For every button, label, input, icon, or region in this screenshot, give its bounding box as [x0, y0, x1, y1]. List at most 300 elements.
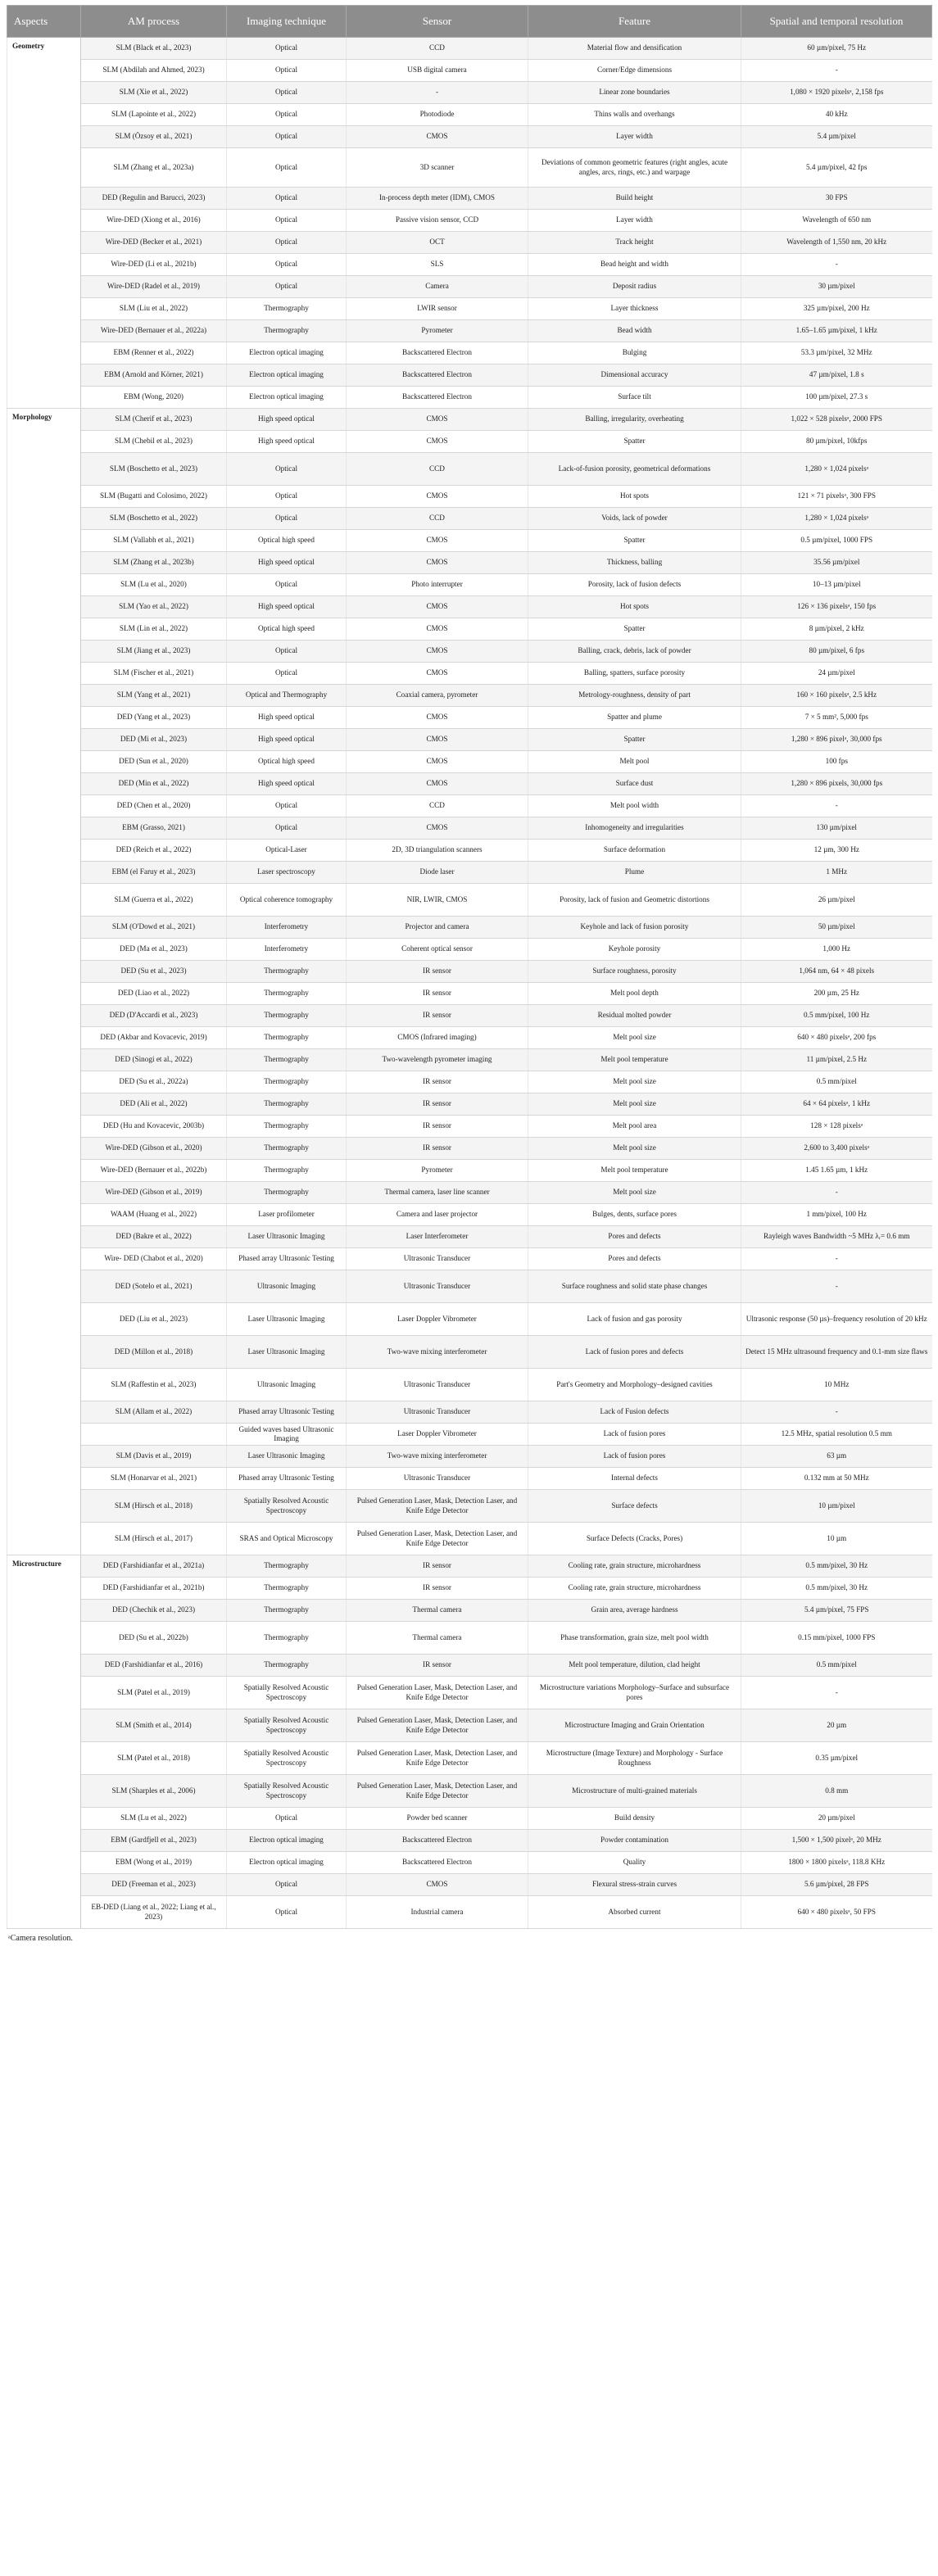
resolution-cell: 40 kHz [741, 104, 932, 126]
feature-cell: Surface roughness, porosity [528, 961, 741, 983]
process-cell: DED (Min et al., 2022) [81, 773, 227, 795]
sensor-cell: Ultrasonic Transducer [347, 1468, 528, 1490]
technique-cell: Ultrasonic Imaging [227, 1270, 347, 1303]
technique-cell: Optical-Laser [227, 840, 347, 862]
feature-cell: Melt pool size [528, 1182, 741, 1204]
process-cell: WAAM (Huang et al., 2022) [81, 1204, 227, 1226]
technique-cell: Optical and Thermography [227, 685, 347, 707]
feature-cell: Part's Geometry and Morphology–designed cavities [528, 1369, 741, 1401]
resolution-cell: 121 × 71 pixelsᵃ, 300 FPS [741, 486, 932, 508]
sensor-cell: CMOS [347, 431, 528, 453]
resolution-cell: - [741, 1182, 932, 1204]
feature-cell: Quality [528, 1852, 741, 1874]
process-cell: SLM (Zhang et al., 2023b) [81, 552, 227, 574]
feature-cell: Keyhole and lack of fusion porosity [528, 917, 741, 939]
technique-cell: Optical [227, 486, 347, 508]
process-cell: SLM (Guerra et al., 2022) [81, 884, 227, 917]
feature-cell: Layer width [528, 126, 741, 148]
feature-cell: Melt pool size [528, 1138, 741, 1160]
sensor-cell: Photo interrupter [347, 574, 528, 596]
sensor-cell: IR sensor [347, 1093, 528, 1116]
technique-cell: Thermography [227, 1160, 347, 1182]
technique-cell: Laser Ultrasonic Imaging [227, 1446, 347, 1468]
resolution-cell: Wavelength of 650 nm [741, 210, 932, 232]
sensor-cell: LWIR sensor [347, 298, 528, 320]
technique-cell: Thermography [227, 320, 347, 342]
resolution-cell: - [741, 60, 932, 82]
feature-cell: Microstructure (Image Texture) and Morphology - Surface Roughness [528, 1742, 741, 1775]
sensor-cell: CCD [347, 38, 528, 60]
feature-cell: Hot spots [528, 486, 741, 508]
resolution-cell: 30 FPS [741, 188, 932, 210]
process-cell: EBM (Arnold and Körner, 2021) [81, 364, 227, 387]
sensor-cell: Diode laser [347, 862, 528, 884]
technique-cell: Optical coherence tomography [227, 884, 347, 917]
technique-cell: High speed optical [227, 729, 347, 751]
table-row [7, 1093, 932, 1116]
table-row [7, 1622, 932, 1655]
process-cell: SLM (Lu et al., 2022) [81, 1808, 227, 1830]
table-row [7, 148, 932, 188]
resolution-cell: 1,280 × 1,024 pixelsᵃ [741, 453, 932, 486]
process-cell: SLM (Yao et al., 2022) [81, 596, 227, 618]
sensor-cell: CCD [347, 795, 528, 817]
table-row [7, 1226, 932, 1248]
feature-cell: Flexural stress-strain curves [528, 1874, 741, 1896]
resolution-cell: 10 µm/pixel [741, 1490, 932, 1523]
technique-cell: Optical high speed [227, 618, 347, 641]
technique-cell: Optical [227, 574, 347, 596]
technique-cell: Spatially Resolved Acoustic Spectroscopy [227, 1775, 347, 1808]
table-row [7, 939, 932, 961]
technique-cell: Optical [227, 641, 347, 663]
table-row [7, 1424, 932, 1446]
table-row [7, 1874, 932, 1896]
technique-cell: Optical [227, 60, 347, 82]
resolution-cell: 126 × 136 pixelsᵃ, 150 fps [741, 596, 932, 618]
technique-cell: Electron optical imaging [227, 1852, 347, 1874]
technique-cell: Thermography [227, 1182, 347, 1204]
process-cell: DED (Su et al., 2023) [81, 961, 227, 983]
process-cell: DED (Farshidianfar et al., 2016) [81, 1655, 227, 1677]
process-cell: SLM (Honarvar et al., 2021) [81, 1468, 227, 1490]
technique-cell: Laser Ultrasonic Imaging [227, 1303, 347, 1336]
technique-cell: Ultrasonic Imaging [227, 1369, 347, 1401]
resolution-cell: - [741, 1401, 932, 1424]
technique-cell: Spatially Resolved Acoustic Spectroscopy [227, 1742, 347, 1775]
sensor-cell: CCD [347, 508, 528, 530]
feature-cell: Lack of fusion and gas porosity [528, 1303, 741, 1336]
process-cell: SLM (Vallabh et al., 2021) [81, 530, 227, 552]
resolution-cell: 10 MHz [741, 1369, 932, 1401]
resolution-cell: 0.5 mm/pixel, 30 Hz [741, 1555, 932, 1578]
feature-cell: Layer thickness [528, 298, 741, 320]
sensor-cell: IR sensor [347, 1005, 528, 1027]
technique-cell: High speed optical [227, 409, 347, 431]
sensor-cell: Camera [347, 276, 528, 298]
feature-cell: Absorbed current [528, 1896, 741, 1929]
feature-cell: Corner/Edge dimensions [528, 60, 741, 82]
process-cell: SLM (Patel et al., 2019) [81, 1677, 227, 1709]
resolution-cell: 0.8 mm [741, 1775, 932, 1808]
table-row [7, 431, 932, 453]
sensor-cell: Thermal camera [347, 1600, 528, 1622]
feature-cell: Pores and defects [528, 1248, 741, 1270]
process-cell: EBM (Wong, 2020) [81, 387, 227, 409]
process-cell: SLM (O'Dowd et al., 2021) [81, 917, 227, 939]
feature-cell: Powder contamination [528, 1830, 741, 1852]
table-body [7, 38, 932, 1929]
table-row [7, 254, 932, 276]
sensor-cell: CMOS [347, 126, 528, 148]
process-cell: Wire-DED (Li et al., 2021b) [81, 254, 227, 276]
table-row [7, 104, 932, 126]
resolution-cell: 60 µm/pixel, 75 Hz [741, 38, 932, 60]
technique-cell: Optical [227, 1896, 347, 1929]
header-cell: Sensor [347, 6, 528, 38]
table-row [7, 126, 932, 148]
sensor-cell: IR sensor [347, 961, 528, 983]
resolution-cell: 63 µm [741, 1446, 932, 1468]
sensor-cell: Thermal camera, laser line scanner [347, 1182, 528, 1204]
technique-cell: Thermography [227, 1071, 347, 1093]
sensor-cell: Ultrasonic Transducer [347, 1369, 528, 1401]
table-row [7, 961, 932, 983]
sensor-cell: OCT [347, 232, 528, 254]
feature-cell: Deposit radius [528, 276, 741, 298]
feature-cell: Bulging [528, 342, 741, 364]
resolution-cell: 640 × 480 pixelsᵃ, 200 fps [741, 1027, 932, 1049]
process-cell: SLM (Xie et al., 2022) [81, 82, 227, 104]
table-row [7, 773, 932, 795]
sensor-cell: Two-wavelength pyrometer imaging [347, 1049, 528, 1071]
process-cell: DED (Yang et al., 2023) [81, 707, 227, 729]
resolution-cell: 200 µm, 25 Hz [741, 983, 932, 1005]
table-row [7, 1369, 932, 1401]
sensor-cell: CMOS [347, 409, 528, 431]
technique-cell: Optical [227, 104, 347, 126]
sensor-cell: CMOS [347, 641, 528, 663]
technique-cell: Optical [227, 663, 347, 685]
sensor-cell: Pulsed Generation Laser, Mask, Detection Laser, and Knife Edge Detector [347, 1490, 528, 1523]
process-cell: SLM (Jiang et al., 2023) [81, 641, 227, 663]
resolution-cell: 0.5 mm/pixel [741, 1655, 932, 1677]
process-cell: SLM (Lin et al., 2022) [81, 618, 227, 641]
technique-cell: Spatially Resolved Acoustic Spectroscopy [227, 1709, 347, 1742]
table-row [7, 1808, 932, 1830]
technique-cell: Thermography [227, 1005, 347, 1027]
table-row [7, 1555, 932, 1578]
feature-cell: Cooling rate, grain structure, microhardness [528, 1555, 741, 1578]
resolution-cell: 30 µm/pixel [741, 276, 932, 298]
feature-cell: Balling, crack, debris, lack of powder [528, 641, 741, 663]
technique-cell: Optical [227, 1874, 347, 1896]
sensor-cell: CMOS [347, 663, 528, 685]
sensor-cell: Powder bed scanner [347, 1808, 528, 1830]
feature-cell: Metrology-roughness, density of part [528, 685, 741, 707]
technique-cell: Spatially Resolved Acoustic Spectroscopy [227, 1490, 347, 1523]
technique-cell: Thermography [227, 1600, 347, 1622]
resolution-cell: 0.35 µm/pixel [741, 1742, 932, 1775]
table-row [7, 840, 932, 862]
feature-cell: Layer width [528, 210, 741, 232]
resolution-cell: 1 mm/pixel, 100 Hz [741, 1204, 932, 1226]
table-row [7, 795, 932, 817]
table-row [7, 1182, 932, 1204]
technique-cell: Optical [227, 126, 347, 148]
sensor-cell: CMOS (Infrared imaging) [347, 1027, 528, 1049]
resolution-cell: 10 µm [741, 1523, 932, 1555]
header-cell: Aspects [7, 6, 81, 38]
table-row [7, 210, 932, 232]
technique-cell: High speed optical [227, 431, 347, 453]
process-cell: SLM (Raffestin et al., 2023) [81, 1369, 227, 1401]
process-cell: DED (Su et al., 2022b) [81, 1622, 227, 1655]
process-cell: Wire-DED (Xiong et al., 2016) [81, 210, 227, 232]
resolution-cell: 50 µm/pixel [741, 917, 932, 939]
resolution-cell: 640 × 480 pixelsᵃ, 50 FPS [741, 1896, 932, 1929]
table-row [7, 1446, 932, 1468]
resolution-cell: - [741, 1677, 932, 1709]
feature-cell: Melt pool temperature [528, 1049, 741, 1071]
technique-cell: Optical high speed [227, 530, 347, 552]
table-row [7, 409, 932, 431]
sensor-cell: CMOS [347, 618, 528, 641]
table-row [7, 453, 932, 486]
feature-cell: Bead width [528, 320, 741, 342]
resolution-cell: 53.3 µm/pixel, 32 MHz [741, 342, 932, 364]
technique-cell: Thermography [227, 1578, 347, 1600]
resolution-cell: 10–13 µm/pixel [741, 574, 932, 596]
technique-cell: Optical [227, 148, 347, 188]
resolution-cell: 7 × 5 mm², 5,000 fps [741, 707, 932, 729]
process-cell: Wire-DED (Bernauer et al., 2022a) [81, 320, 227, 342]
feature-cell: Surface deformation [528, 840, 741, 862]
process-cell: SLM (Yang et al., 2021) [81, 685, 227, 707]
technique-cell: Optical [227, 38, 347, 60]
technique-cell: Electron optical imaging [227, 364, 347, 387]
technique-cell: Laser spectroscopy [227, 862, 347, 884]
header-row [7, 6, 932, 38]
feature-cell: Lack of Fusion defects [528, 1401, 741, 1424]
resolution-cell: 160 × 160 pixelsᵃ, 2.5 kHz [741, 685, 932, 707]
sensor-cell: CMOS [347, 530, 528, 552]
resolution-cell: 47 µm/pixel, 1.8 s [741, 364, 932, 387]
process-cell: Wire-DED (Bernauer et al., 2022b) [81, 1160, 227, 1182]
process-cell: DED (Sotelo et al., 2021) [81, 1270, 227, 1303]
sensor-cell: NIR, LWIR, CMOS [347, 884, 528, 917]
table-row [7, 1116, 932, 1138]
sensor-cell: Pyrometer [347, 320, 528, 342]
resolution-cell: - [741, 254, 932, 276]
table-row [7, 232, 932, 254]
table-row [7, 276, 932, 298]
resolution-cell: - [741, 795, 932, 817]
feature-cell: Grain area, average hardness [528, 1600, 741, 1622]
table-row [7, 1677, 932, 1709]
feature-cell: Inhomogeneity and irregularities [528, 817, 741, 840]
process-cell: DED (Su et al., 2022a) [81, 1071, 227, 1093]
sensor-cell: IR sensor [347, 1555, 528, 1578]
resolution-cell: 35.56 µm/pixel [741, 552, 932, 574]
resolution-cell: 1,064 nm, 64 × 48 pixels [741, 961, 932, 983]
process-cell: SLM (Chebil et al., 2023) [81, 431, 227, 453]
table-row [7, 60, 932, 82]
sensor-cell: Photodiode [347, 104, 528, 126]
aspect-cell: Morphology [7, 409, 81, 1555]
table-row [7, 1852, 932, 1874]
resolution-cell: 100 µm/pixel, 27.3 s [741, 387, 932, 409]
technique-cell: High speed optical [227, 707, 347, 729]
technique-cell: Thermography [227, 298, 347, 320]
sensor-cell: Pulsed Generation Laser, Mask, Detection Laser, and Knife Edge Detector [347, 1709, 528, 1742]
header-cell: AM process [81, 6, 227, 38]
table-row [7, 1578, 932, 1600]
sensor-cell: Passive vision sensor, CCD [347, 210, 528, 232]
resolution-cell: 0.15 mm/pixel, 1000 FPS [741, 1622, 932, 1655]
feature-cell: Microstructure variations Morphology–Surface and subsurface pores [528, 1677, 741, 1709]
resolution-cell: 64 × 64 pixelsᵃ, 1 kHz [741, 1093, 932, 1116]
technique-cell: Interferometry [227, 917, 347, 939]
technique-cell: Optical [227, 254, 347, 276]
sensor-cell: Two-wave mixing interferometer [347, 1336, 528, 1369]
resolution-cell: 1.65–1.65 µm/pixel, 1 kHz [741, 320, 932, 342]
sensor-cell: - [347, 82, 528, 104]
sensor-cell: CMOS [347, 552, 528, 574]
sensor-cell: Pulsed Generation Laser, Mask, Detection Laser, and Knife Edge Detector [347, 1677, 528, 1709]
feature-cell: Build density [528, 1808, 741, 1830]
process-cell: DED (Freeman et al., 2023) [81, 1874, 227, 1896]
technique-cell: Optical high speed [227, 751, 347, 773]
feature-cell: Spatter [528, 530, 741, 552]
resolution-cell: 2,600 to 3,400 pixelsᵃ [741, 1138, 932, 1160]
feature-cell: Balling, spatters, surface porosity [528, 663, 741, 685]
feature-cell: Dimensional accuracy [528, 364, 741, 387]
table-row [7, 1303, 932, 1336]
process-cell: DED (Hu and Kovacevic, 2003b) [81, 1116, 227, 1138]
feature-cell: Material flow and densification [528, 38, 741, 60]
resolution-cell: 130 µm/pixel [741, 817, 932, 840]
sensor-cell: Backscattered Electron [347, 364, 528, 387]
technique-cell: Optical [227, 232, 347, 254]
resolution-cell: 1,022 × 528 pixelsᵃ, 2000 FPS [741, 409, 932, 431]
sensor-cell: IR sensor [347, 1655, 528, 1677]
table-row [7, 1655, 932, 1677]
sensor-cell: CMOS [347, 1874, 528, 1896]
process-cell: Wire- DED (Chabot et al., 2020) [81, 1248, 227, 1270]
table-row [7, 751, 932, 773]
sensor-cell: CMOS [347, 596, 528, 618]
footnote: ᵃCamera resolution. [8, 1934, 73, 1943]
process-cell [81, 1424, 227, 1446]
resolution-cell: 100 fps [741, 751, 932, 773]
sensor-cell: CCD [347, 453, 528, 486]
sensor-cell: Laser Doppler Vibrometer [347, 1424, 528, 1446]
process-cell: SLM (Lapointe et al., 2022) [81, 104, 227, 126]
process-cell: Wire-DED (Gibson et al., 2019) [81, 1182, 227, 1204]
table-row [7, 1523, 932, 1555]
sensor-cell: Pulsed Generation Laser, Mask, Detection Laser, and Knife Edge Detector [347, 1775, 528, 1808]
feature-cell: Surface tilt [528, 387, 741, 409]
process-cell: SLM (Patel et al., 2018) [81, 1742, 227, 1775]
feature-cell: Pores and defects [528, 1226, 741, 1248]
process-cell: DED (Farshidianfar et al., 2021b) [81, 1578, 227, 1600]
table-row [7, 1830, 932, 1852]
process-cell: DED (Liu et al., 2023) [81, 1303, 227, 1336]
table-row [7, 574, 932, 596]
feature-cell: Melt pool size [528, 1071, 741, 1093]
sensor-cell: CMOS [347, 486, 528, 508]
sensor-cell: CMOS [347, 751, 528, 773]
table-row [7, 596, 932, 618]
resolution-cell: 1,280 × 896 pixelᵃ, 30,000 fps [741, 729, 932, 751]
sensor-cell: Laser Doppler Vibrometer [347, 1303, 528, 1336]
resolution-cell: - [741, 1270, 932, 1303]
process-cell: SLM (Boschetto et al., 2022) [81, 508, 227, 530]
sensor-cell: CMOS [347, 773, 528, 795]
process-cell: SLM (Cherif et al., 2023) [81, 409, 227, 431]
table-row [7, 1248, 932, 1270]
sensor-cell: Backscattered Electron [347, 342, 528, 364]
sensor-cell: IR sensor [347, 1138, 528, 1160]
technique-cell: Laser Ultrasonic Imaging [227, 1336, 347, 1369]
technique-cell: Phased array Ultrasonic Testing [227, 1248, 347, 1270]
process-cell: DED (Liao et al., 2022) [81, 983, 227, 1005]
table-row [7, 188, 932, 210]
resolution-cell: 5.6 µm/pixel, 28 FPS [741, 1874, 932, 1896]
process-cell: SLM (Zhang et al., 2023a) [81, 148, 227, 188]
feature-cell: Spatter and plume [528, 707, 741, 729]
technique-cell: Optical [227, 453, 347, 486]
process-cell: EBM (el Faruy et al., 2023) [81, 862, 227, 884]
feature-cell: Hot spots [528, 596, 741, 618]
technique-cell: Thermography [227, 1116, 347, 1138]
sensor-cell: CMOS [347, 817, 528, 840]
sensor-cell: Backscattered Electron [347, 1852, 528, 1874]
sensor-cell: Pulsed Generation Laser, Mask, Detection Laser, and Knife Edge Detector [347, 1523, 528, 1555]
header-cell: Feature [528, 6, 741, 38]
table-row [7, 1600, 932, 1622]
resolution-cell: Detect 15 MHz ultrasound frequency and 0.1-mm size flaws [741, 1336, 932, 1369]
table-row [7, 1742, 932, 1775]
sensor-cell: USB digital camera [347, 60, 528, 82]
sensor-cell: Two-wave mixing interferometer [347, 1446, 528, 1468]
process-cell: SLM (Hirsch et al., 2017) [81, 1523, 227, 1555]
sensor-cell: Pyrometer [347, 1160, 528, 1182]
process-cell: EB-DED (Liang et al., 2022; Liang et al., 2023) [81, 1896, 227, 1929]
table-row [7, 486, 932, 508]
resolution-cell: 80 µm/pixel, 6 fps [741, 641, 932, 663]
technique-cell: Laser profilometer [227, 1204, 347, 1226]
table-row [7, 320, 932, 342]
sensor-cell: IR sensor [347, 1578, 528, 1600]
table-row [7, 1160, 932, 1182]
table-row [7, 884, 932, 917]
feature-cell: Internal defects [528, 1468, 741, 1490]
resolution-cell: 1,280 × 1,024 pixelsᵃ [741, 508, 932, 530]
table-row [7, 1775, 932, 1808]
feature-cell: Keyhole porosity [528, 939, 741, 961]
table-row [7, 707, 932, 729]
table-row [7, 641, 932, 663]
feature-cell: Melt pool size [528, 1093, 741, 1116]
process-cell: SLM (Hirsch et al., 2018) [81, 1490, 227, 1523]
resolution-cell: 0.5 mm/pixel [741, 1071, 932, 1093]
process-cell: DED (Sinogi et al., 2022) [81, 1049, 227, 1071]
header-cell: Imaging technique [227, 6, 347, 38]
feature-cell: Surface defects [528, 1490, 741, 1523]
table-row [7, 983, 932, 1005]
